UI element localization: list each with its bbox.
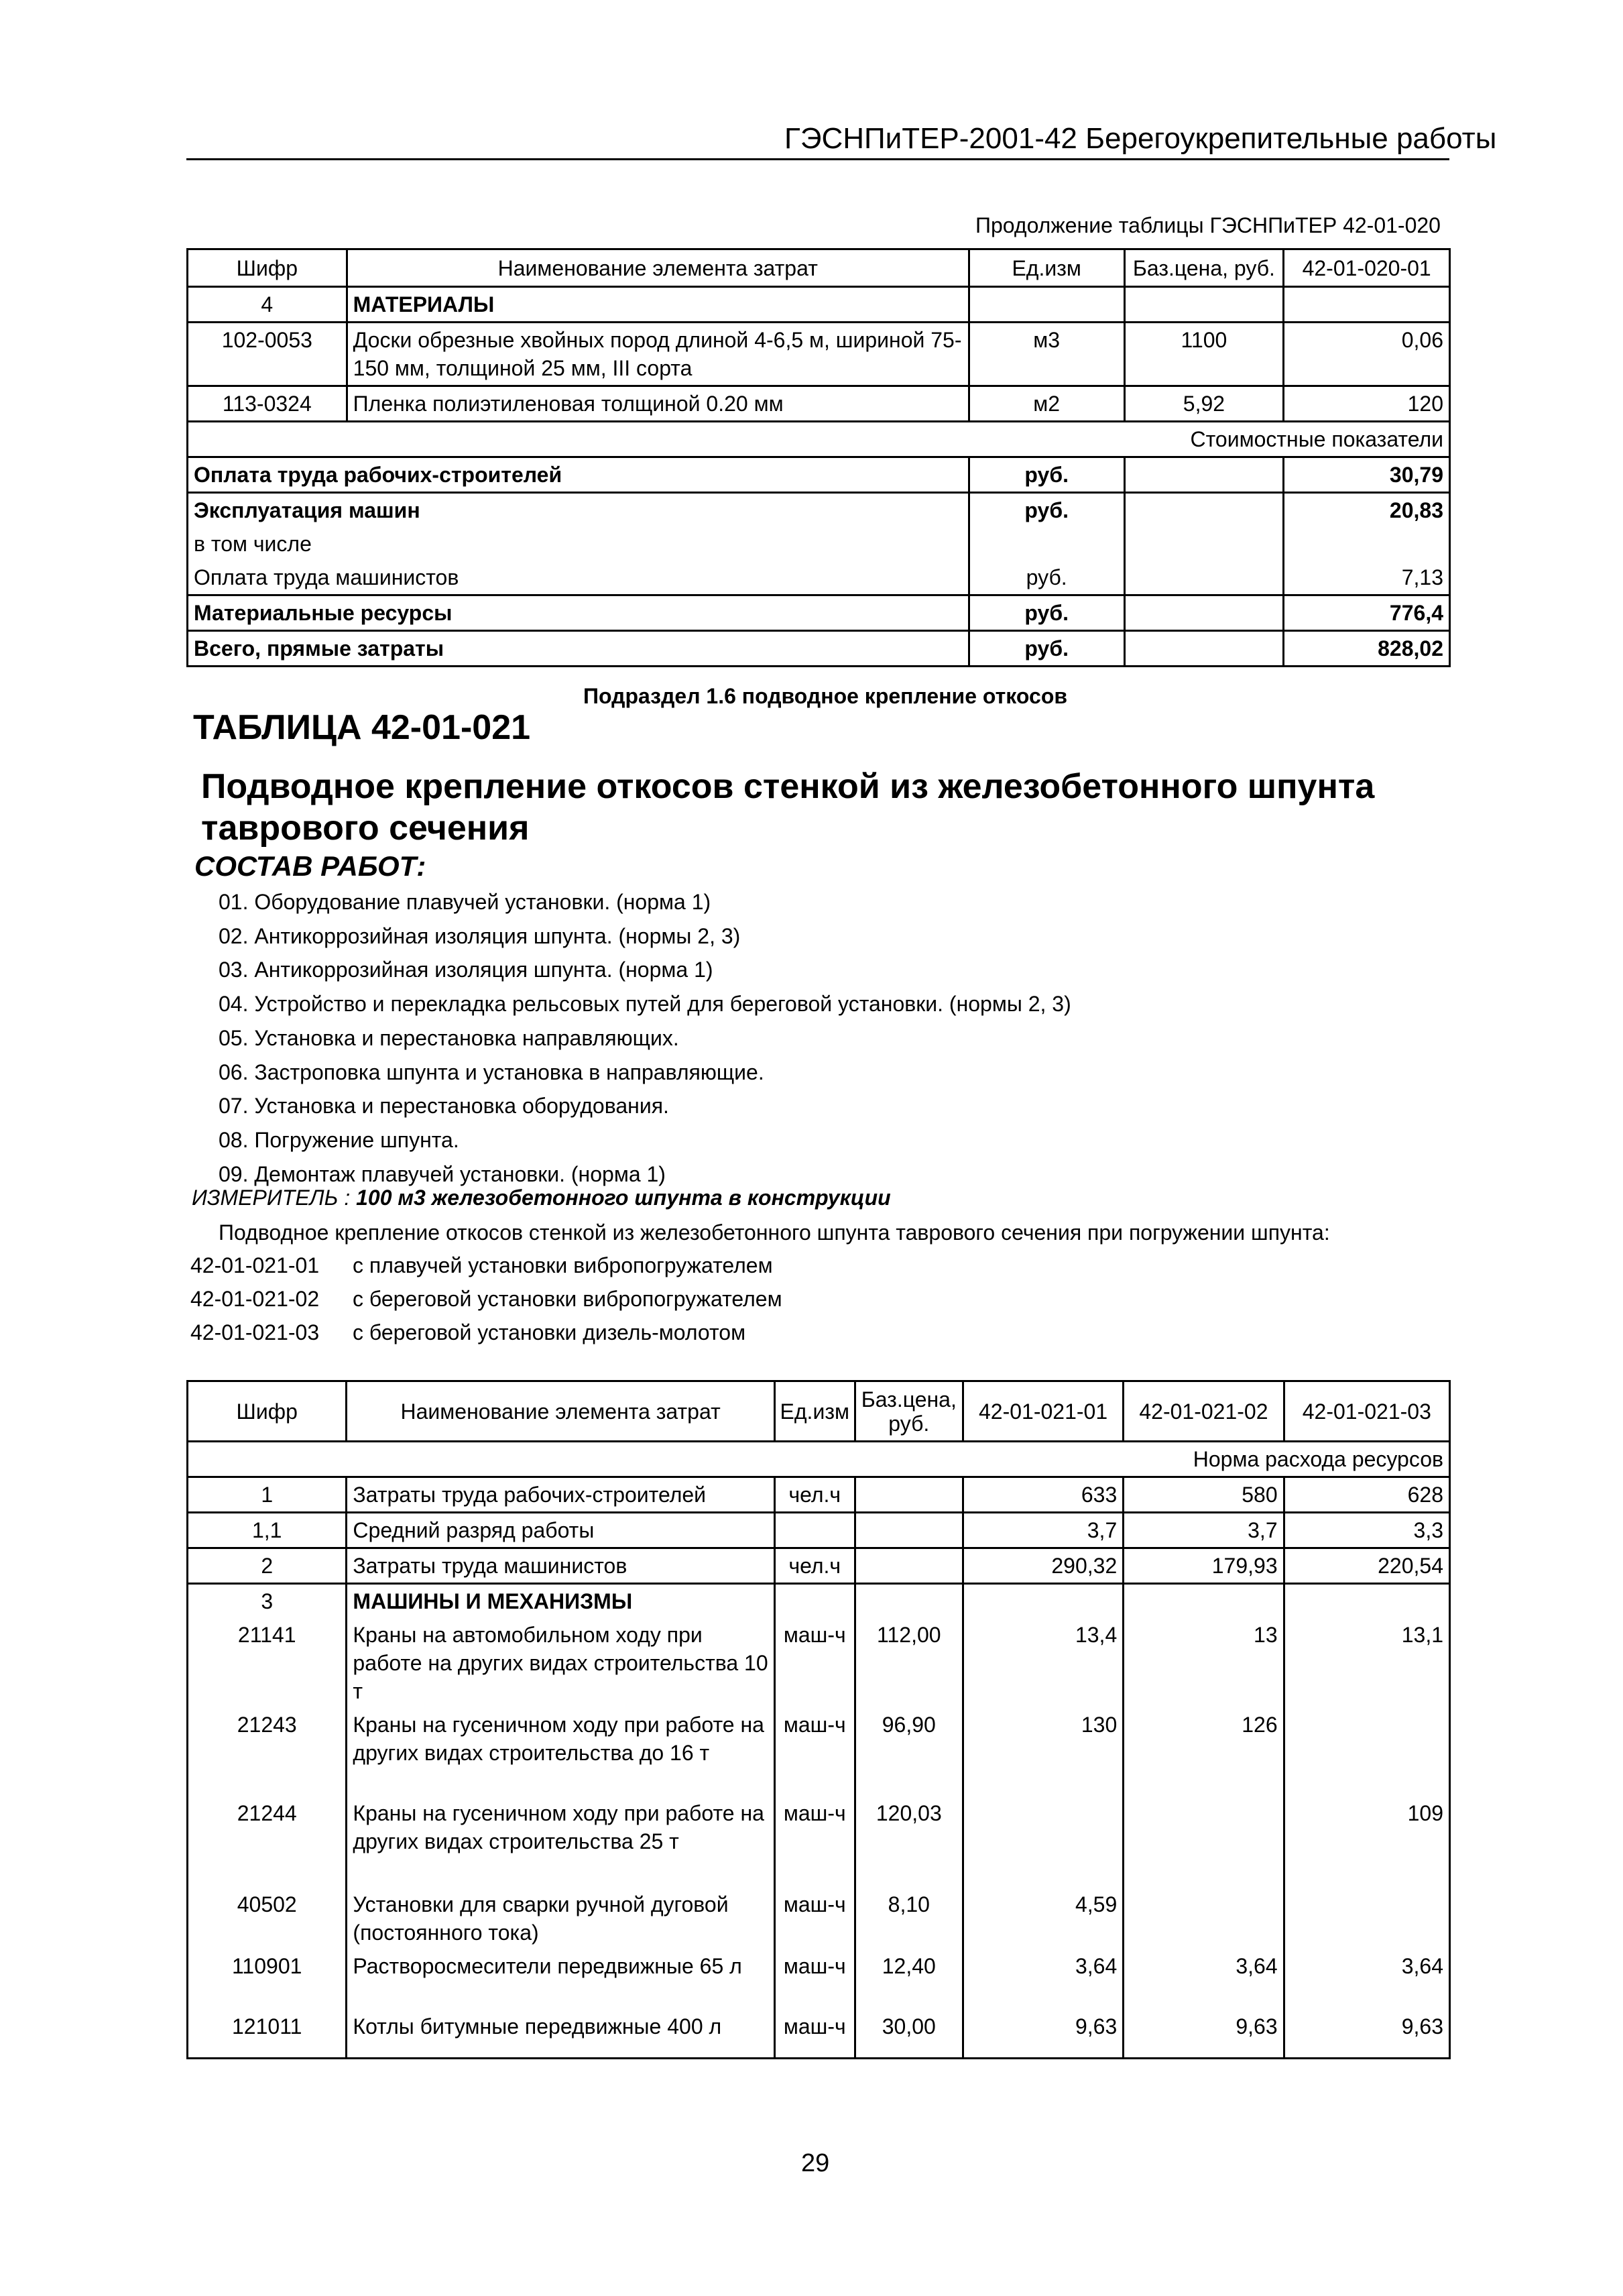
summary-row [188, 527, 1450, 561]
table-row [188, 1618, 1450, 1708]
summary-unit [969, 527, 1124, 561]
summary-row [188, 493, 1450, 528]
row-value-1: 130 [963, 1708, 1123, 1796]
row-price: 120,03 [855, 1796, 963, 1888]
row-unit [969, 287, 1124, 323]
header-norm-1: 42-01-021-01 [963, 1381, 1123, 1442]
row-value: 0,06 [1284, 323, 1450, 386]
table-row [188, 1796, 1450, 1888]
summary-empty [1124, 561, 1284, 595]
summary-empty [1124, 493, 1284, 528]
row-value-2: 3,64 [1124, 1949, 1284, 2010]
variant-code: 42-01-021-02 [190, 1287, 320, 1311]
summary-empty [1124, 631, 1284, 667]
header-norm-2: 42-01-021-02 [1124, 1381, 1284, 1442]
summary-value: 776,4 [1284, 595, 1450, 631]
row-unit: маш-ч [774, 1888, 855, 1949]
row-value [1284, 287, 1450, 323]
row-unit: маш-ч [774, 1618, 855, 1708]
work-item: 05. Установка и перестановка направляющих. [219, 1025, 679, 1050]
summary-name: Оплата труда рабочих-строителей [188, 457, 969, 493]
row-unit: м2 [969, 386, 1124, 422]
variant-text: с береговой установки вибропогружателем [353, 1287, 782, 1311]
row-value-1: 4,59 [963, 1888, 1123, 1949]
variant-text: с плавучей установки вибропогружателем [353, 1253, 773, 1277]
header-name: Наименование элемента затрат [347, 1381, 774, 1442]
row-price: 112,00 [855, 1618, 963, 1708]
row-name: Краны на гусеничном ходу при работе на других видах строительства до 16 т [347, 1708, 774, 1796]
row-price: 96,90 [855, 1708, 963, 1796]
row-price [855, 1477, 963, 1513]
row-name: Установки для сварки ручной дуговой (постоянного тока) [347, 1888, 774, 1949]
row-value-2: 179,93 [1124, 1548, 1284, 1584]
row-code: 21141 [188, 1618, 347, 1708]
row-value-2: 3,7 [1124, 1513, 1284, 1548]
header-price: Баз.цена, руб. [855, 1381, 963, 1442]
row-price: 1100 [1124, 323, 1284, 386]
measurement-unit [192, 1186, 891, 1210]
variant-item [190, 1316, 782, 1349]
row-value-3: 9,63 [1284, 2010, 1449, 2058]
header-norm: 42-01-020-01 [1284, 249, 1450, 287]
row-value: 120 [1284, 386, 1450, 422]
work-item: 09. Демонтаж плавучей установки. (норма 1) [219, 1161, 666, 1186]
row-code: 1 [188, 1477, 347, 1513]
summary-empty [1124, 527, 1284, 561]
row-price: 12,40 [855, 1949, 963, 2010]
row-price [855, 1513, 963, 1548]
summary-row [188, 561, 1450, 595]
row-value-3: 3,3 [1284, 1513, 1449, 1548]
row-price [1124, 287, 1284, 323]
row-value-1 [963, 1584, 1123, 1619]
table-row [188, 1477, 1450, 1513]
table-header-row [188, 1381, 1450, 1442]
row-value-3 [1284, 1584, 1449, 1619]
row-name: Затраты труда рабочих-строителей [347, 1477, 774, 1513]
row-value-1: 3,7 [963, 1513, 1123, 1548]
row-price: 8,10 [855, 1888, 963, 1949]
section-label-row [188, 1442, 1450, 1477]
row-code: 3 [188, 1584, 347, 1619]
header-norm-3: 42-01-021-03 [1284, 1381, 1449, 1442]
row-value-1: 9,63 [963, 2010, 1123, 2058]
resource-norm-label: Норма расхода ресурсов [188, 1442, 1450, 1477]
header-code: Шифр [188, 249, 347, 287]
meter-value: 100 м3 железобетонного шпунта в конструкции [356, 1186, 891, 1210]
summary-row [188, 457, 1450, 493]
variant-item [190, 1249, 782, 1282]
summary-empty [1124, 595, 1284, 631]
row-name: МАТЕРИАЛЫ [347, 287, 969, 323]
variant-text: с береговой установки дизель-молотом [353, 1320, 746, 1344]
summary-name: Материальные ресурсы [188, 595, 969, 631]
table-row [188, 1548, 1450, 1584]
variants-list [190, 1249, 782, 1349]
summary-name: Оплата труда машинистов [188, 561, 969, 595]
row-name: Пленка полиэтиленовая толщиной 0.20 мм [347, 386, 969, 422]
header-code: Шифр [188, 1381, 347, 1442]
row-name: Краны на гусеничном ходу при работе на других видах строительства 25 т [347, 1796, 774, 1888]
row-value-3: 628 [1284, 1477, 1449, 1513]
table-row [188, 1708, 1450, 1796]
header-unit: Ед.изм [774, 1381, 855, 1442]
works-title: СОСТАВ РАБОТ: [194, 850, 426, 882]
meter-label: ИЗМЕРИТЕЛЬ : [192, 1186, 351, 1210]
work-item: 07. Установка и перестановка оборудования. [219, 1094, 669, 1118]
row-name: Краны на автомобильном ходу при работе на других видах строительства 10 т [347, 1618, 774, 1708]
work-item: 03. Антикоррозийная изоляция шпунта. (норма 1) [219, 958, 713, 982]
row-value-2 [1124, 1796, 1284, 1888]
row-name: МАШИНЫ И МЕХАНИЗМЫ [347, 1584, 774, 1619]
row-name: Растворосмесители передвижные 65 л [347, 1949, 774, 2010]
row-code: 113-0324 [188, 386, 347, 422]
summary-name: в том числе [188, 527, 969, 561]
summary-row [188, 631, 1450, 667]
summary-value: 828,02 [1284, 631, 1450, 667]
work-item: 08. Погружение шпунта. [219, 1127, 459, 1152]
summary-unit: руб. [969, 595, 1124, 631]
row-value-2 [1124, 1584, 1284, 1619]
page-number: 29 [801, 2149, 830, 2177]
table-row [188, 2010, 1450, 2058]
row-value-2: 13 [1124, 1618, 1284, 1708]
summary-unit: руб. [969, 493, 1124, 528]
row-code: 40502 [188, 1888, 347, 1949]
work-item: 04. Устройство и перекладка рельсовых путей для береговой установки. (нормы 2, 3) [219, 992, 1071, 1017]
row-name: Доски обрезные хвойных пород длиной 4-6,5 м, шириной 75-150 мм, толщиной 25 мм, III сорта [347, 323, 969, 386]
row-value-3 [1284, 1888, 1449, 1949]
table-name: Подводное крепление откосов стенкой из железобетонного шпунта таврового сечения [201, 767, 1375, 848]
table-row [188, 1584, 1450, 1619]
variant-code: 42-01-021-01 [190, 1253, 320, 1277]
works-list [219, 885, 1071, 1191]
summary-name: Эксплуатация машин [188, 493, 969, 528]
header-unit: Ед.изм [969, 249, 1124, 287]
row-code: 2 [188, 1548, 347, 1584]
summary-unit: руб. [969, 457, 1124, 493]
row-price [855, 1548, 963, 1584]
row-name: Котлы битумные передвижные 400 л [347, 2010, 774, 2058]
row-name: Затраты труда машинистов [347, 1548, 774, 1584]
row-value-1: 290,32 [963, 1548, 1123, 1584]
work-item: 02. Антикоррозийная изоляция шпунта. (нормы 2, 3) [219, 923, 741, 948]
row-code: 121011 [188, 2010, 347, 2058]
row-value-2: 126 [1124, 1708, 1284, 1796]
row-unit: маш-ч [774, 2010, 855, 2058]
table-number: ТАБЛИЦА 42-01-021 [193, 708, 531, 747]
summary-value: 20,83 [1284, 493, 1450, 528]
row-unit: маш-ч [774, 1949, 855, 2010]
table-continuation-caption: Продолжение таблицы ГЭСНПиТЕР 42-01-020 [975, 213, 1441, 237]
row-unit: м3 [969, 323, 1124, 386]
table-row [188, 386, 1450, 422]
header-divider [186, 158, 1449, 160]
row-code: 1,1 [188, 1513, 347, 1548]
work-item: 06. Застроповка шпунта и установка в направляющие. [219, 1059, 764, 1084]
summary-value: 30,79 [1284, 457, 1450, 493]
summary-unit: руб. [969, 631, 1124, 667]
row-price: 5,92 [1124, 386, 1284, 422]
row-value-2: 580 [1124, 1477, 1284, 1513]
row-value-3: 3,64 [1284, 1949, 1449, 2010]
row-unit [774, 1584, 855, 1619]
row-value-3: 13,1 [1284, 1618, 1449, 1708]
row-value-2 [1124, 1888, 1284, 1949]
variant-item [190, 1282, 782, 1316]
summary-name: Всего, прямые затраты [188, 631, 969, 667]
row-value-3 [1284, 1708, 1449, 1796]
row-unit: маш-ч [774, 1708, 855, 1796]
variants-intro: Подводное крепление откосов стенкой из железобетонного шпунта таврового сечения при погружении шпунта: [219, 1220, 1330, 1245]
row-price [855, 1584, 963, 1619]
work-item: 01. Оборудование плавучей установки. (норма 1) [219, 890, 711, 914]
row-code: 21244 [188, 1796, 347, 1888]
summary-value [1284, 527, 1450, 561]
table-header-row [188, 249, 1450, 287]
table-row [188, 323, 1450, 386]
row-code: 4 [188, 287, 347, 323]
summary-value: 7,13 [1284, 561, 1450, 595]
table-row [188, 1949, 1450, 2010]
row-value-3: 220,54 [1284, 1548, 1449, 1584]
row-price: 30,00 [855, 2010, 963, 2058]
subsection-title: Подраздел 1.6 подводное крепление откосов [583, 684, 1068, 708]
row-unit: чел.ч [774, 1477, 855, 1513]
summary-empty [1124, 457, 1284, 493]
resource-table-42-01-020 [186, 248, 1451, 667]
page-header-title: ГЭСНПиТЕР-2001-42 Берегоукрепительные работы [784, 122, 1497, 155]
row-value-3: 109 [1284, 1796, 1449, 1888]
row-value-2: 9,63 [1124, 2010, 1284, 2058]
row-value-1: 633 [963, 1477, 1123, 1513]
row-code: 21243 [188, 1708, 347, 1796]
row-code: 110901 [188, 1949, 347, 2010]
row-value-1: 13,4 [963, 1618, 1123, 1708]
table-row [188, 287, 1450, 323]
section-label-row [188, 422, 1450, 457]
header-price: Баз.цена, руб. [1124, 249, 1284, 287]
header-name: Наименование элемента затрат [347, 249, 969, 287]
row-name: Средний разряд работы [347, 1513, 774, 1548]
table-row [188, 1888, 1450, 1949]
variant-code: 42-01-021-03 [190, 1320, 320, 1344]
row-unit: маш-ч [774, 1796, 855, 1888]
resource-table-42-01-021 [186, 1380, 1451, 2059]
row-code: 102-0053 [188, 323, 347, 386]
row-unit [774, 1513, 855, 1548]
summary-unit: руб. [969, 561, 1124, 595]
cost-indicators-label: Стоимостные показатели [188, 422, 1450, 457]
row-value-1 [963, 1796, 1123, 1888]
row-unit: чел.ч [774, 1548, 855, 1584]
table-row [188, 1513, 1450, 1548]
row-value-1: 3,64 [963, 1949, 1123, 2010]
summary-row [188, 595, 1450, 631]
